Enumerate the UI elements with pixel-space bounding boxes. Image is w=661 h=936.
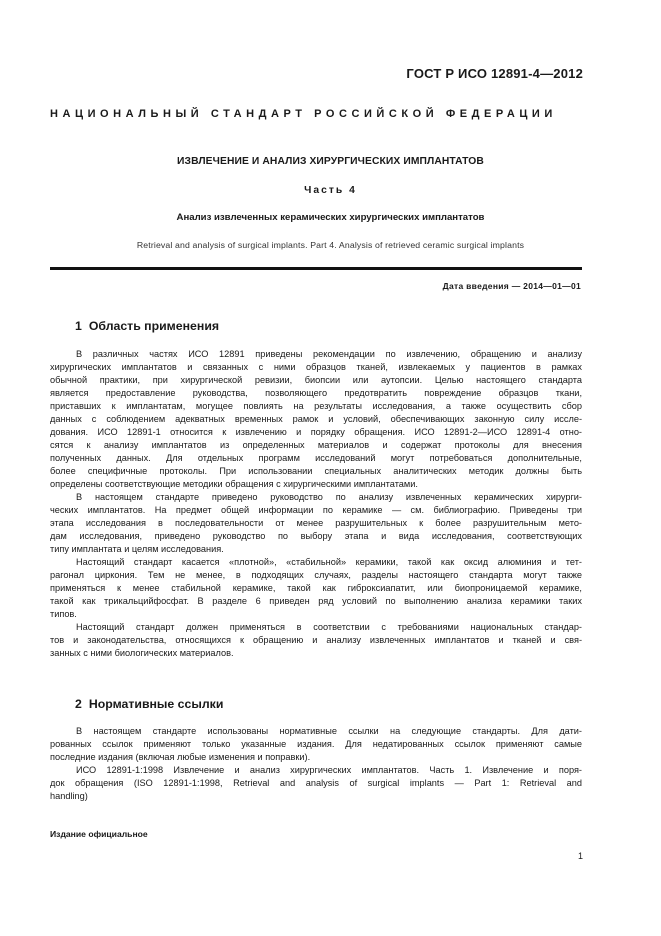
standard-code: ГОСТ Р ИСО 12891-4—2012 <box>406 66 583 81</box>
section-1-heading <box>75 319 219 333</box>
text-line: приставших к имплантатам, могущее повлиять на результаты исследования, а также осуществить сбор <box>50 401 582 411</box>
document-subtitle: Анализ извлеченных керамических хирургических имплантатов <box>176 212 485 223</box>
text-line: ческих имплантатов. На предмет общей информации по керамике — см. библиографию. Приведены три <box>50 505 582 515</box>
edition-note: Издание официальное <box>50 829 148 839</box>
text-line: В настоящем стандарте приведено руководство по анализу извлеченных керамических хирурги- <box>76 492 582 502</box>
text-line: ИСО 12891-1:1998 Извлечение и анализ хирургических имплантатов. Часть 1. Извлечение и поря- <box>76 765 582 775</box>
text-line: рагонал циркония. Тем не менее, в подходящих случаях, разделы настоящего стандарта могут также <box>50 570 582 580</box>
section-1-number: 1 <box>75 319 82 333</box>
text-line: handling) <box>50 791 88 801</box>
section-2-heading <box>75 697 223 711</box>
text-line: сятся к анализу имплантатов из определенных материалов и содержат протоколы для внесения <box>50 440 582 450</box>
text-line: применяться к менее стабильной керамике, такой как гиброксиапатит, или биопроницаемой керамике, <box>50 583 582 593</box>
text-line: типов. <box>50 609 77 619</box>
introduction-date: Дата введения — 2014—01—01 <box>442 281 581 291</box>
text-line: последние издания (включая любые изменения и поправки). <box>50 752 311 762</box>
text-line: В различных частях ИСО 12891 приведены рекомендации по извлечению, обращению и анализу <box>76 349 582 359</box>
text-line: хирургических имплантатов и связанных с ними образцов тканей, извлекаемых у пациентов в рамках <box>50 362 582 372</box>
document-title: ИЗВЛЕЧЕНИЕ И АНАЛИЗ ХИРУРГИЧЕСКИХ ИМПЛАНТАТОВ <box>177 156 484 167</box>
text-line: рованных ссылок применяют только указанные издания. Для недатированных ссылок применяют самые <box>50 739 582 749</box>
text-line: более специфичные протоколы. При использовании специальных аналитических методик должны быть <box>50 466 582 476</box>
text-line: дам исследования, приведено руководство по выбору этапа и вида исследования, соответствующих <box>50 531 582 541</box>
section-2-title: Нормативные ссылки <box>88 697 224 711</box>
text-line: типу имплантата и целям исследования. <box>50 544 224 554</box>
text-line: тов и законодательства, относящихся к обращению и анализу извлеченных имплантатов и тканей и свя- <box>50 635 582 645</box>
page-number: 1 <box>577 851 583 861</box>
section-2-body <box>50 725 582 803</box>
text-line: такой как трикальцийфосфат. В разделе 6 приведен ряд условий по выполнению анализа керамики таких <box>50 596 582 606</box>
part-label: Часть 4 <box>304 185 357 196</box>
text-line: этапа исследования в последовательности от менее разрушительных к более разрушительным мето- <box>50 518 582 528</box>
section-1-title: Область применения <box>88 319 220 333</box>
title-divider <box>50 267 582 270</box>
text-line: данных с соблюдением адекватных временных рамок и условий, обеспечивающих законную силу иссле- <box>50 414 582 424</box>
national-standard-banner: НАЦИОНАЛЬНЫЙ СТАНДАРТ РОССИЙСКОЙ ФЕДЕРАЦИИ <box>50 108 557 120</box>
english-title: Retrieval and analysis of surgical implants. Part 4. Analysis of retrieved ceramic surgical implants <box>136 240 525 250</box>
text-line: дования. ИСО 12891-1 относится к извлечению и порядку обращения. ИСО 12891-2—ИСО 12891-4 отно- <box>50 427 582 437</box>
section-1-body <box>50 348 582 660</box>
text-line: Настоящий стандарт касается «плотной», «стабильной» керамики, такой как оксид алюминия и тет- <box>76 557 582 567</box>
section-2-number: 2 <box>75 697 82 711</box>
text-line: определены соответствующие методики обращения с хирургическими имплантатами. <box>50 479 418 489</box>
text-line: Настоящий стандарт должен применяться в соответствии с требованиями национальных стандар- <box>76 622 582 632</box>
text-line: док обращения (ISO 12891-1:1998, Retrieval and analysis of surgical implants — Part 1: Retrieval and <box>50 778 582 788</box>
text-line: полученных данных. Для отдельных программ исследований могут потребоваться дополнительные, <box>50 453 582 463</box>
text-line: обычной практики, при хирургической ревизии, биопсии или аутопсии. Целью настоящего стандарта <box>50 375 582 385</box>
text-line: В настоящем стандарте использованы нормативные ссылки на следующие стандарты. Для дати- <box>76 726 582 736</box>
text-line: занных с ними биологических материалов. <box>50 648 234 658</box>
text-line: является предоставление руководства, позволяющего предотвратить повреждение образцов ткани, <box>50 388 582 398</box>
